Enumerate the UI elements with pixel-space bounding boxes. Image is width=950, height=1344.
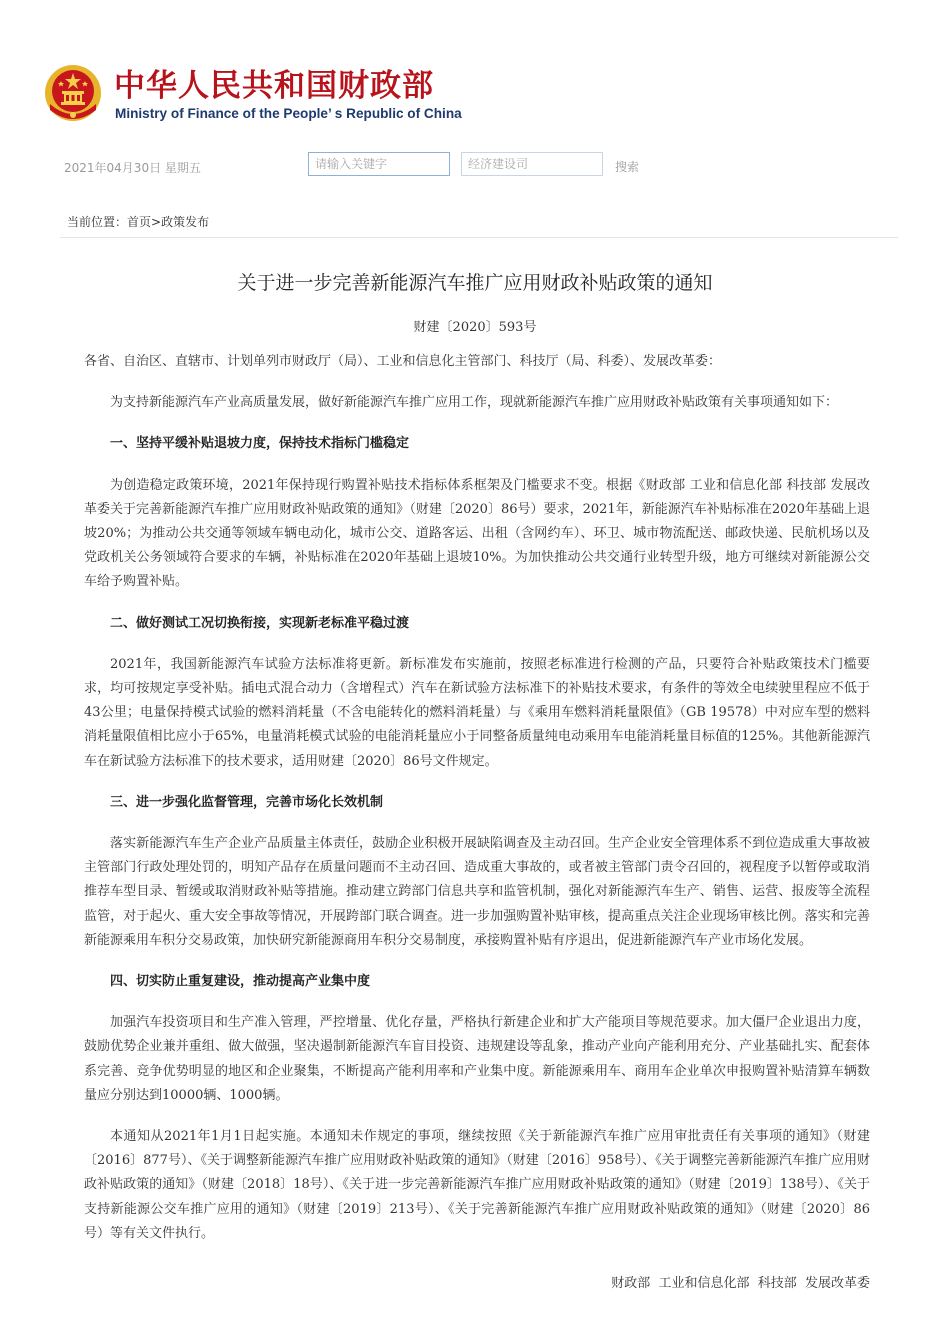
current-date: 2021年04月30日 星期五	[64, 161, 201, 175]
section-heading: 三、进一步强化监督管理，完善市场化长效机制	[110, 794, 384, 810]
breadcrumb-current-link[interactable]: 政策发布	[161, 215, 210, 229]
document-number: 财建〔2020〕593号	[413, 320, 537, 335]
site-title-chinese: 中华人民共和国财政部	[114, 68, 434, 104]
document-title: 关于进一步完善新能源汽车推广应用财政补贴政策的通知	[237, 272, 713, 294]
section-body: 2021年，我国新能源汽车试验方法标准将更新。新标准发布实施前，按照老标准进行检测的产品，只要符合补贴政策技术门槛要求，均可按规定享受补贴。插电式混合动力（含增程式）汽车在新试验方法标准下的补贴技术要求，有条件的等效全电续驶里程应不低于43公里；电量保持模式试验的燃料消耗量（不含电能转化的燃料消耗量）与《乘用车燃料消耗量限值》（GB 19578）中对应车型的燃料消耗量限值相比应小于65%，电量消耗模式试验的电能消耗量应小于同整备质量纯电动乘用车电能消耗量目标值的125%。其他新能源汽车在新试验方法标准下的技术要求，适用财建〔2020〕86号文件规定。	[84, 656, 870, 769]
section-heading: 二、做好测试工况切换衔接，实现新老标准平稳过渡	[110, 615, 410, 631]
breadcrumb-separator: >	[151, 215, 162, 229]
department-search-input[interactable]	[461, 152, 603, 176]
intro-paragraph: 为支持新能源汽车产业高质量发展，做好新能源汽车推广应用工作，现就新能源汽车推广应用财政补贴政策有关事项通知如下：	[110, 395, 839, 411]
closing-paragraph: 本通知从2021年1月1日起实施。本通知未作规定的事项，继续按照《关于新能源汽车推广应用审批责任有关事项的通知》（财建〔2016〕877号）、《关于调整新能源汽车推广应用财政补贴政策的通知》（财建〔2016〕958号）、《关于调整完善新能源汽车推广应用财政补贴政策的通知》（财建〔2018〕18号）、《关于进一步完善新能源汽车推广应用财政补贴政策的通知》（财建〔2019〕138号）、《关于支持新能源公交车推广应用的通知》（财建〔2019〕213号）、《关于完善新能源汽车推广应用财政补贴政策的通知》（财建〔2020〕86号）等有关文件执行。	[84, 1129, 870, 1241]
section-heading: 一、坚持平缓补贴退坡力度，保持技术指标门槛稳定	[110, 436, 410, 452]
breadcrumb	[67, 213, 209, 230]
addressee: 各省、自治区、直辖市、计划单列市财政厅（局）、工业和信息化主管部门、科技厅（局、科委）、发展改革委：	[84, 354, 722, 369]
document-body	[84, 350, 870, 1263]
issuing-departments: 财政部 工业和信息化部 科技部 发展改革委	[611, 1276, 870, 1291]
search-button[interactable]: 搜索	[615, 160, 640, 174]
breadcrumb-divider	[60, 237, 898, 238]
national-emblem-icon	[44, 64, 102, 122]
section-body: 落实新能源汽车生产企业产品质量主体责任，鼓励企业积极开展缺陷调查及主动召回。生产企业安全管理体系不到位造成重大事故被主管部门行政处理处罚的，明知产品存在质量问题而不主动召回、造成重大事故的，或者被主管部门责令召回的，视程度予以暂停或取消推荐车型目录、暂缓或取消财政补贴等措施。推动建立跨部门信息共享和监管机制，强化对新能源汽车生产、销售、运营、报废等全流程监管，对于起火、重大安全事故等情况，开展跨部门联合调查。进一步加强购置补贴审核，提高重点关注企业现场审核比例。落实和完善新能源乘用车积分交易政策，加快研究新能源商用车积分交易制度，承接购置补贴有序退出，促进新能源汽车产业市场化发展。	[84, 836, 870, 948]
breadcrumb-home-link[interactable]: 首页	[127, 215, 152, 229]
breadcrumb-prefix: 当前位置：	[67, 215, 128, 229]
section-body: 为创造稳定政策环境，2021年保持现行购置补贴技术指标体系框架及门槛要求不变。根据《财政部 工业和信息化部 科技部 发展改革委关于完善新能源汽车推广应用财政补贴政策的通知》（财建〔2020〕86号）要求，2021年，新能源汽车补贴标准在2020年基础上退坡20%；为推动公共交通等领域车辆电动化，城市公交、道路客运、出租（含网约车）、环卫、城市物流配送、邮政快递、民航机场以及党政机关公务领域符合要求的车辆，补贴标准在2020年基础上退坡10%。为加快推动公共交通行业转型升级，地方可继续对新能源公交车给予购置补贴。	[84, 477, 870, 590]
site-title-english: Ministry of Finance of the People’ s Republic of China	[115, 106, 462, 121]
section-heading: 四、切实防止重复建设，推动提高产业集中度	[110, 974, 371, 990]
keyword-search-input[interactable]	[308, 152, 450, 176]
section-body: 加强汽车投资项目和生产准入管理，严控增量、优化存量，严格执行新建企业和扩大产能项目等规范要求。加大僵尸企业退出力度，鼓励优势企业兼并重组、做大做强，坚决遏制新能源汽车盲目投资、违规建设等乱象，推动产业向产能利用充分、产业基础扎实、配套体系完善、竞争优势明显的地区和企业聚集，不断提高产能利用率和产业集中度。新能源乘用车、商用车企业单次申报购置补贴清算车辆数量应分别达到10000辆、1000辆。	[84, 1015, 870, 1103]
site-header	[44, 64, 484, 124]
top-bar	[0, 150, 950, 184]
